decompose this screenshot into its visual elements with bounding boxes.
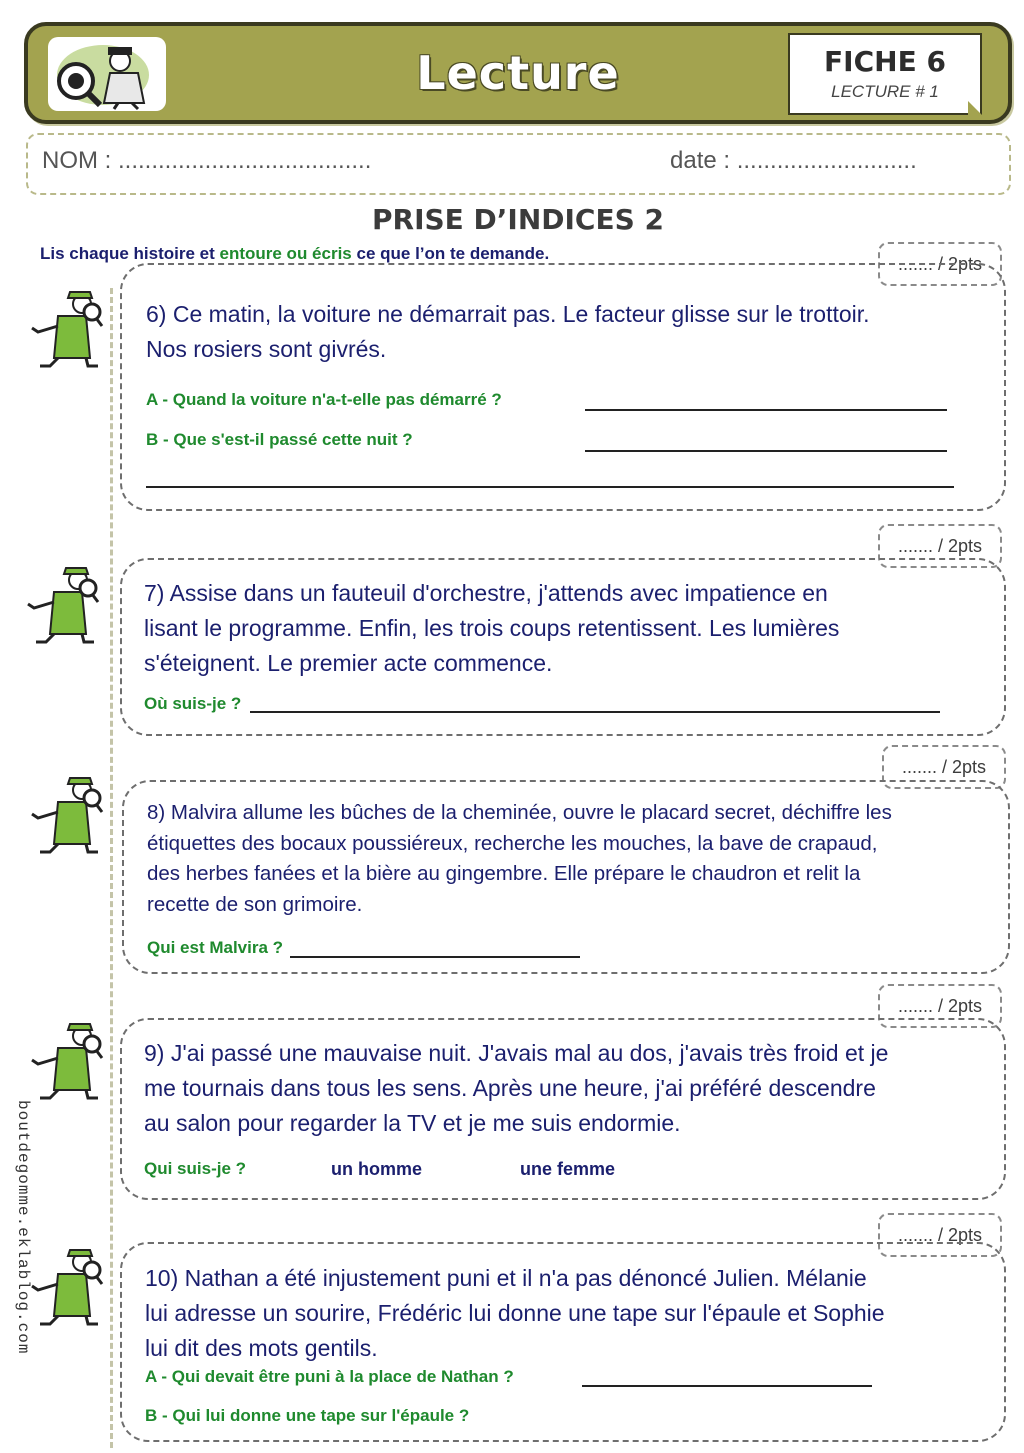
fiche-number: FICHE 6 xyxy=(824,45,946,78)
website-credit: boutdegomme.eklablog.com xyxy=(14,1100,32,1355)
detective-icon xyxy=(24,562,108,646)
story-text xyxy=(144,576,839,681)
detective-icon xyxy=(28,286,112,370)
instructions-part-1: Lis chaque histoire et xyxy=(40,244,220,263)
instructions-part-3: ce que l’on te demande. xyxy=(351,244,550,263)
fiche-label xyxy=(788,33,982,115)
story-line: 7) Assise dans un fauteuil d'orchestre, j'attends avec impatience en xyxy=(144,580,828,606)
question-prompt: A - Quand la voiture n'a-t-elle pas démarré ? xyxy=(146,390,502,409)
instructions-part-2: entoure ou écris xyxy=(219,244,352,263)
answer-line[interactable] xyxy=(250,711,940,713)
story-line: 6) Ce matin, la voiture ne démarrait pas. Le facteur glisse sur le trottoir. xyxy=(146,301,870,327)
story-line: 8) Malvira allume les bûches de la cheminée, ouvre le placard secret, déchiffre les xyxy=(147,801,892,824)
question-prompt: B - Que s'est-il passé cette nuit ? xyxy=(146,430,413,449)
story-text xyxy=(144,1036,888,1141)
worksheet-title: PRISE D’INDICES 2 xyxy=(371,203,664,236)
fiche-subtitle: LECTURE # 1 xyxy=(831,82,939,101)
story-line: 9) J'ai passé une mauvaise nuit. J'avais mal au dos, j'avais très froid et je xyxy=(144,1040,889,1066)
story-line: me tournais dans tous les sens. Après une heure, j'ai préféré descendre xyxy=(144,1075,876,1101)
story-line: étiquettes des bocaux poussiéreux, recherche les mouches, la bave de crapaud, xyxy=(147,831,878,855)
question-prompt: Où suis-je ? xyxy=(144,694,242,713)
story-line: lui dit des mots gentils. xyxy=(145,1335,378,1361)
instructions xyxy=(40,244,549,264)
story-line: Nos rosiers sont givrés. xyxy=(146,336,387,362)
option-woman[interactable]: une femme xyxy=(520,1159,616,1179)
page-header xyxy=(24,22,1012,124)
page-heading: Lecture xyxy=(416,46,620,100)
question-prompt: A - Qui devait être puni à la place de Nathan ? xyxy=(145,1367,514,1386)
option-man[interactable]: un homme xyxy=(331,1159,423,1179)
detective-icon xyxy=(28,1244,112,1328)
detective-icon xyxy=(28,1018,112,1102)
question-prompt: B - Qui lui donne une tape sur l'épaule ? xyxy=(145,1406,470,1425)
question-prompt: Qui suis-je ? xyxy=(144,1159,247,1178)
story-line: s'éteignent. Le premier acte commence. xyxy=(144,650,553,676)
question-prompt: Qui est Malvira ? xyxy=(147,938,284,957)
magnifier-detective-icon xyxy=(48,37,166,111)
detective-icon xyxy=(28,772,112,856)
date-field[interactable]: date : ........................... xyxy=(670,147,917,174)
answer-line[interactable] xyxy=(290,956,580,958)
score-box[interactable]: ....... / 2pts xyxy=(878,984,1002,1028)
story-line: lisant le programme. Enfin, les trois coups retentissent. Les lumières xyxy=(144,615,840,641)
score-box[interactable]: ....... / 2pts xyxy=(878,524,1002,568)
page-fold xyxy=(968,101,982,115)
story-line: au salon pour regarder la TV et je me suis endormie. xyxy=(144,1110,681,1136)
score-box[interactable]: ....... / 2pts xyxy=(878,242,1002,286)
score-box[interactable]: ....... / 2pts xyxy=(882,745,1006,789)
detective-logo xyxy=(48,37,166,111)
score-box[interactable]: ....... / 2pts xyxy=(878,1213,1002,1257)
answer-line[interactable] xyxy=(582,1385,872,1387)
answer-line[interactable] xyxy=(585,409,947,411)
story-text xyxy=(145,1261,885,1366)
story-text xyxy=(146,297,870,367)
story-line: des herbes fanées et la bière au gingembre. Elle prépare le chaudron et relit la xyxy=(147,862,861,885)
story-text xyxy=(147,798,892,920)
answer-line[interactable] xyxy=(585,450,947,452)
story-line: lui adresse un sourire, Frédéric lui donne une tape sur l'épaule et Sophie xyxy=(145,1300,885,1326)
name-date-row xyxy=(26,133,1011,195)
answer-line[interactable] xyxy=(146,486,954,488)
story-line: recette de son grimoire. xyxy=(147,892,363,916)
name-field[interactable]: NOM : ...................................... xyxy=(42,147,372,174)
story-line: 10) Nathan a été injustement puni et il n'a pas dénoncé Julien. Mélanie xyxy=(145,1265,867,1291)
